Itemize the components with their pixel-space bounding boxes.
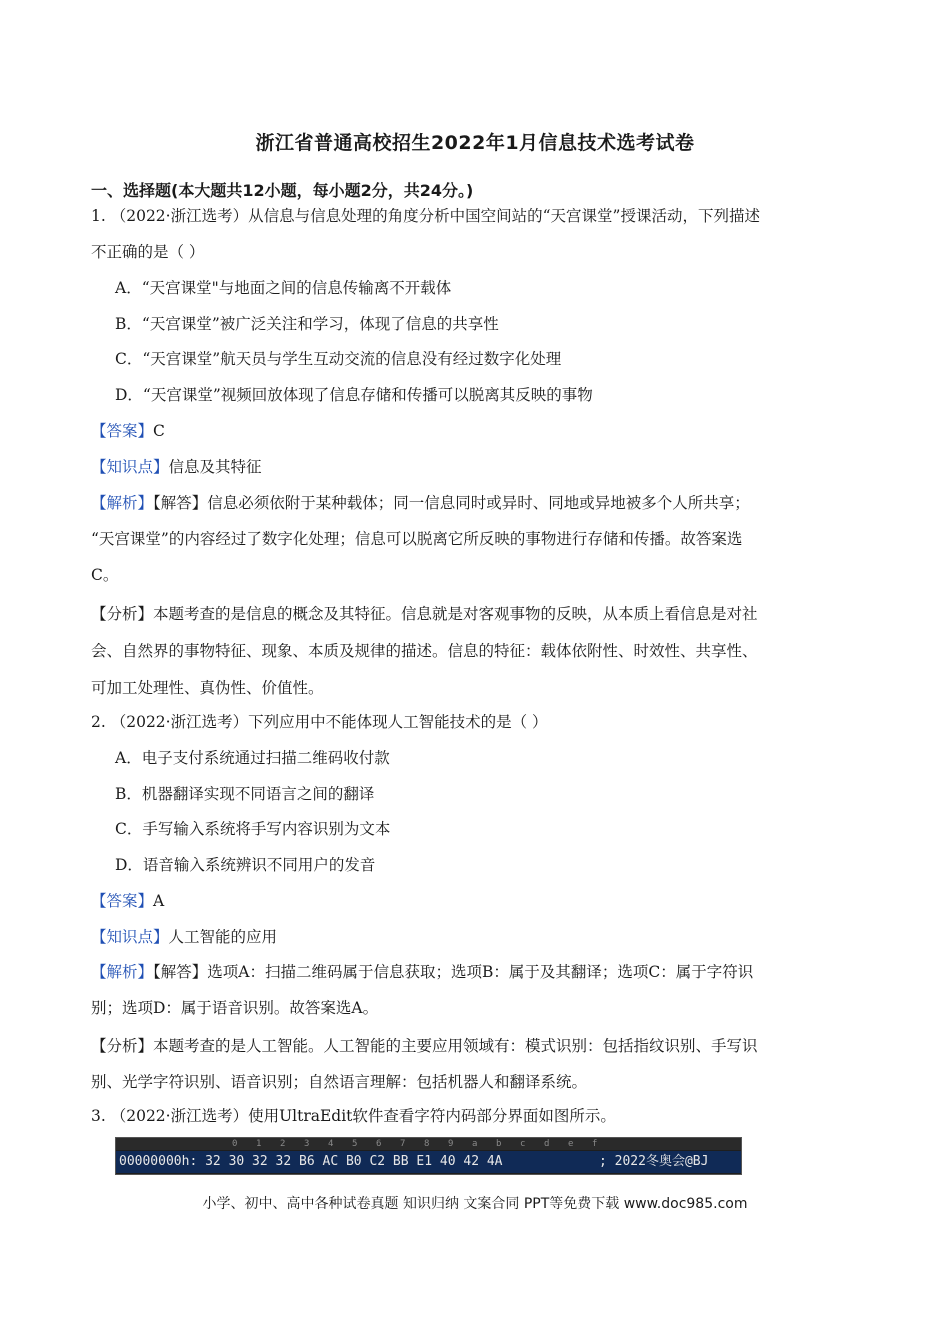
hex-col: 7 bbox=[400, 1139, 406, 1149]
hex-col: 1 bbox=[256, 1139, 262, 1149]
q1-analysis-line-3: C。 bbox=[91, 566, 119, 584]
q1-knowledge bbox=[91, 457, 861, 477]
q2-knowledge bbox=[91, 927, 861, 947]
hex-col: 5 bbox=[352, 1139, 358, 1149]
hex-row[interactable] bbox=[116, 1151, 741, 1173]
hex-col: 8 bbox=[424, 1139, 430, 1149]
footer-ad: 小学、初中、高中各种试卷真题 知识归纳 文案合同 PPT等免费下载 www.doc985.com bbox=[202, 1196, 748, 1212]
hex-col: 6 bbox=[376, 1139, 382, 1149]
q1-analysis-line-1 bbox=[91, 493, 861, 513]
knowledge-value: 信息及其特征 bbox=[168, 458, 262, 476]
q1-option-d: D．“天宫课堂”视频回放体现了信息存储和传播可以脱离其反映的事物 bbox=[115, 386, 593, 404]
q1-fenxi-line-3: 可加工处理性、真伪性、价值性。 bbox=[91, 679, 324, 697]
hex-col: 0 bbox=[232, 1139, 238, 1149]
hex-col: a bbox=[472, 1139, 478, 1149]
ultraedit-hex-view bbox=[115, 1137, 742, 1175]
analysis-text: 【解答】选项A：扫描二维码属于信息获取；选项B：属于及其翻译；选项C：属于字符识 bbox=[153, 963, 754, 981]
hex-col: 9 bbox=[448, 1139, 454, 1149]
q1-option-c: C．“天宫课堂”航天员与学生互动交流的信息没有经过数字化处理 bbox=[115, 350, 562, 368]
q2-answer bbox=[91, 891, 861, 911]
hex-col: d bbox=[544, 1139, 550, 1149]
q2-option-b: B．机器翻译实现不同语言之间的翻译 bbox=[115, 785, 375, 803]
hex-col: c bbox=[520, 1139, 526, 1149]
answer-tag: 【答案】 bbox=[91, 892, 154, 910]
q2-fenxi-line-1: 【分析】本题考查的是人工智能。人工智能的主要应用领域有：模式识别：包括指纹识别、手写识 bbox=[91, 1037, 758, 1055]
q3-stem-line-1: 3. （2022·浙江选考）使用UltraEdit软件查看字符内码部分界面如图所示。 bbox=[91, 1107, 616, 1125]
q1-stem-line-1: 1. （2022·浙江选考）从信息与信息处理的角度分析中国空间站的“天宫课堂”授课活动，下列描述 bbox=[91, 207, 760, 225]
answer-tag: 【答案】 bbox=[91, 422, 154, 440]
hex-col: 4 bbox=[328, 1139, 334, 1149]
q1-analysis-line-2: “天宫课堂”的内容经过了数字化处理；信息可以脱离它所反映的事物进行存储和传播。故答案选 bbox=[91, 530, 743, 548]
q2-option-a: A．电子支付系统通过扫描二维码收付款 bbox=[115, 749, 390, 767]
q2-option-d: D．语音输入系统辨识不同用户的发音 bbox=[115, 856, 376, 874]
answer-value: A bbox=[153, 892, 165, 910]
hex-bytes: 00000000h: 32 30 32 32 B6 AC B0 C2 BB E1 40 42 4A bbox=[119, 1154, 503, 1169]
analysis-tag: 【解析】 bbox=[91, 494, 154, 512]
q2-stem-line-1: 2. （2022·浙江选考）下列应用中不能体现人工智能技术的是（ ） bbox=[91, 713, 548, 731]
hex-col: 2 bbox=[280, 1139, 286, 1149]
section-heading: 一、选择题(本大题共12小题，每小题2分，共24分。) bbox=[91, 181, 474, 200]
hex-col: b bbox=[496, 1139, 502, 1149]
q1-fenxi-line-1: 【分析】本题考查的是信息的概念及其特征。信息就是对客观事物的反映，从本质上看信息是对社 bbox=[91, 605, 758, 623]
q1-option-a: A．“天宫课堂"与地面之间的信息传输离不开载体 bbox=[115, 279, 452, 297]
knowledge-tag: 【知识点】 bbox=[91, 458, 169, 476]
q2-analysis-line-2: 别；选项D：属于语音识别。故答案选A。 bbox=[91, 999, 379, 1017]
hex-col: 3 bbox=[304, 1139, 310, 1149]
analysis-tag: 【解析】 bbox=[91, 963, 154, 981]
knowledge-tag: 【知识点】 bbox=[91, 928, 169, 946]
page-title: 浙江省普通高校招生2022年1月信息技术选考试卷 bbox=[255, 132, 695, 154]
answer-value: C bbox=[153, 422, 165, 440]
q2-option-c: C．手写输入系统将手写内容识别为文本 bbox=[115, 820, 391, 838]
hex-column-header bbox=[116, 1138, 741, 1150]
q1-answer bbox=[91, 421, 861, 441]
q1-stem-line-2: 不正确的是（ ） bbox=[91, 243, 205, 261]
knowledge-value: 人工智能的应用 bbox=[168, 928, 278, 946]
hex-ascii: ; 2022冬奥会@BJ bbox=[599, 1154, 709, 1169]
hex-col: f bbox=[592, 1139, 598, 1149]
q2-analysis-line-1 bbox=[91, 962, 861, 982]
hex-col: e bbox=[568, 1139, 574, 1149]
q1-fenxi-line-2: 会、自然界的事物特征、现象、本质及规律的描述。信息的特征：载体依附性、时效性、共享性、 bbox=[91, 642, 758, 660]
q2-fenxi-line-2: 别、光学字符识别、语音识别；自然语言理解：包括机器人和翻译系统。 bbox=[91, 1073, 588, 1091]
analysis-text: 【解答】信息必须依附于某种载体；同一信息同时或异时、同地或异地被多个人所共享； bbox=[153, 494, 750, 512]
q1-option-b: B．“天宫课堂”被广泛关注和学习，体现了信息的共享性 bbox=[115, 315, 499, 333]
